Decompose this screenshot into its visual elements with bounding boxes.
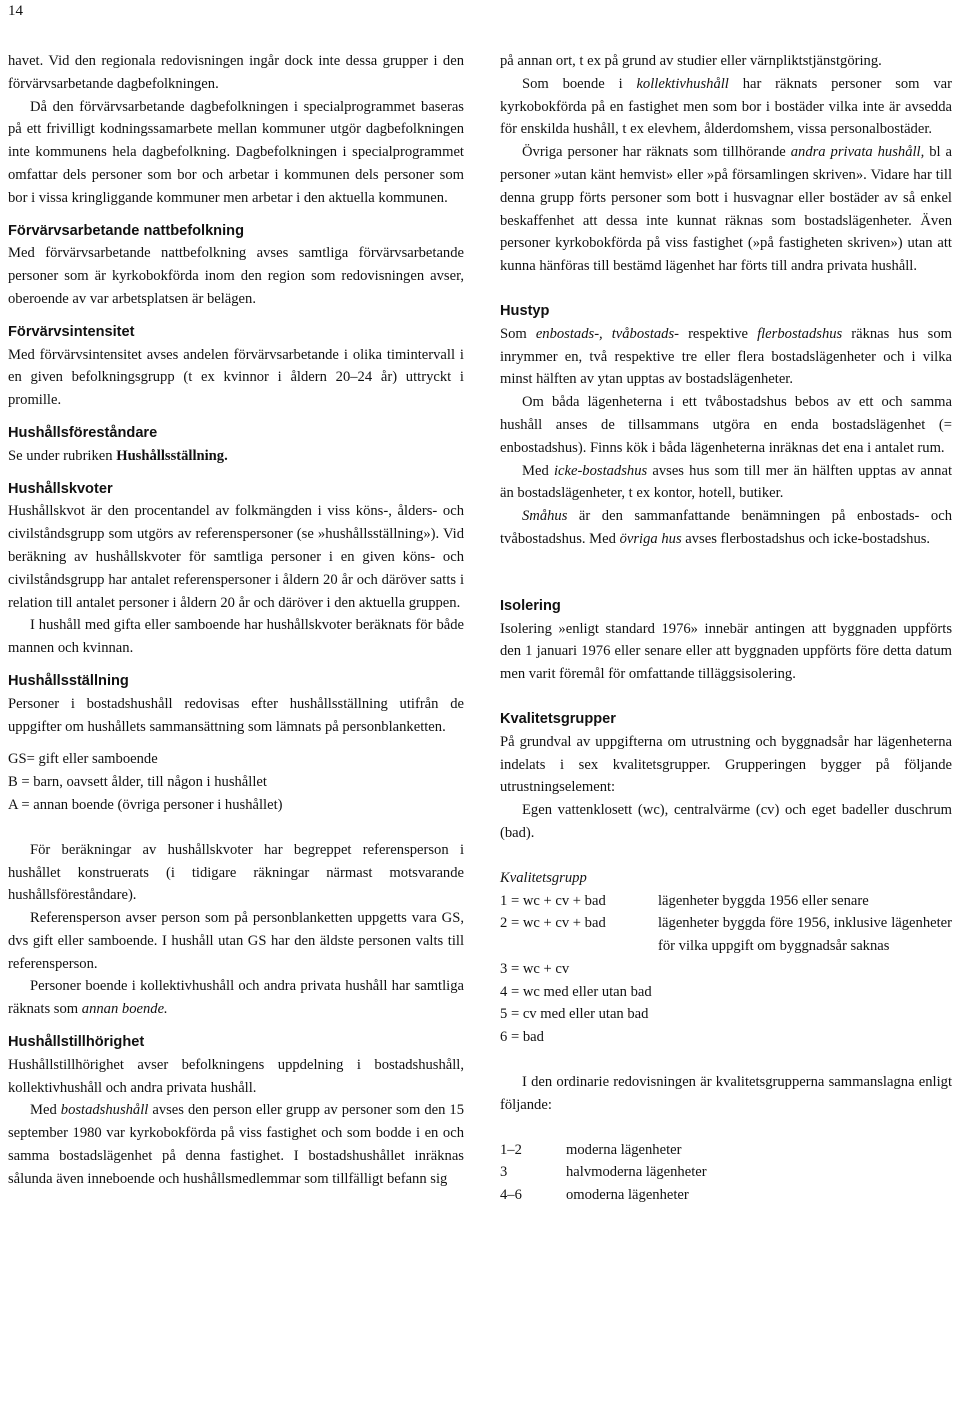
paragraph bbox=[8, 975, 464, 1021]
paragraph: Hushållstillhörighet avser befolkningens uppdelning i bostadshushåll, kollektivhushåll och andra privata hushåll. bbox=[8, 1056, 464, 1096]
section-heading: Hushållsställning bbox=[8, 672, 129, 689]
emphasis: enbostads-, tvåbostads- bbox=[535, 325, 680, 342]
cross-reference: Hushållsställning. bbox=[116, 447, 228, 464]
definition-item: B = barn, oavsett ålder, till någon i hushållet bbox=[8, 774, 267, 791]
left-column bbox=[8, 50, 464, 1191]
emphasis: Småhus bbox=[522, 508, 568, 525]
text: Med bbox=[522, 462, 554, 479]
summary-table bbox=[500, 1139, 952, 1207]
list-item: 4 = wc med eller utan bad bbox=[500, 983, 652, 1000]
table-key: 3 bbox=[500, 1164, 508, 1181]
definition-item: A = annan boende (övriga personer i hushållet) bbox=[8, 796, 283, 813]
paragraph bbox=[500, 73, 952, 141]
text: är den sammanfattande benämningen på enbostads- och tvåbostadshus. Med bbox=[500, 508, 952, 547]
paragraph: Med förvärvsarbetande nattbefolkning avses samtliga förvärvsarbetande personer som är kyrkobokförda inom den region som redovisningen avser, oberoende av var arbetsplatsen är belägen. bbox=[8, 245, 464, 307]
paragraph: På grundval av uppgifterna om utrustning och byggnadsår har lägenheterna indelats i sex kvalitetsgrupper. Grupperingen bygger på följande utrustningselement: bbox=[500, 733, 952, 796]
emphasis: övriga hus bbox=[619, 530, 682, 547]
text: Övriga personer har räknats som tillhörande bbox=[522, 144, 791, 161]
list-item: 3 = wc + cv bbox=[500, 960, 570, 977]
table-value: halvmoderna lägenheter bbox=[566, 1164, 707, 1181]
emphasis: annan boende. bbox=[81, 1001, 168, 1018]
paragraph bbox=[500, 460, 952, 506]
text: Som boende i bbox=[522, 75, 637, 92]
table-key: 2 = wc + cv + bad bbox=[500, 915, 606, 932]
section-heading: Kvalitetsgrupper bbox=[500, 710, 616, 727]
paragraph bbox=[8, 445, 464, 468]
paragraph: Egen vattenklosett (wc), centralvärme (cv) och eget badeller duschrum (bad). bbox=[500, 802, 952, 841]
paragraph: Då den förvärvsarbetande dagbefolkningen i specialprogrammet baseras på ett frivilligt kodningssamarbete mellan kommuner utgör dagbefolkningen inte kommunens hela dagbefolkning. Dagbefolkningen i specialprogrammet omfattar dels personer som bor och arbetar i kommunen dels personer som bor i vissa kringliggande kommuner men arbetar i den aktuella kommunen. bbox=[8, 98, 464, 206]
text: avses den person eller grupp av personer som den 15 september 1980 var kyrkobokförda på viss fastighet och som bodde i en och samma bostadslägenhet på denna fastighet. I bostadshushållet inräknas sålunda även inneboende och hushållsmedlemmar som tillfälligt befann sig bbox=[8, 1102, 464, 1187]
paragraph: Om båda lägenheterna i ett tvåbostadshus bebos av ett och samma hushåll anses de tillsammans utgöra en enda bostadslägenhet (= enbostadshus). Finns kök i båda lägenheterna inräknas det ena i antalet rum. bbox=[500, 394, 952, 456]
paragraph: Med förvärvsintensitet avses andelen förvärvsarbetande i olika timintervall i en given befolkningsgrupp (t ex kvinnor i åldern 20–24 år) uttryckt i promille. bbox=[8, 346, 464, 409]
text: Se under rubriken bbox=[8, 447, 117, 464]
text: Med bbox=[30, 1102, 61, 1119]
paragraph: havet. Vid den regionala redovisningen ingår dock inte dessa grupper i den förvärvsarbetande dagbefolkningen. bbox=[8, 53, 464, 92]
paragraph: I den ordinarie redovisningen är kvalitetsgrupperna sammanslagna enligt följande: bbox=[500, 1074, 952, 1113]
table-key: 1 = wc + cv + bad bbox=[500, 892, 606, 909]
paragraph: Personer i bostadshushåll redovisas efter hushållsställning utifrån de uppgifter om hushållets sammansättning som lämnats på personblanketten. bbox=[8, 695, 464, 735]
table-key: 1–2 bbox=[500, 1141, 522, 1158]
list-item: 5 = cv med eller utan bad bbox=[500, 1006, 649, 1023]
text: räknas hus som inrymmer en, två respektive tre eller flera bostadslägenheter och i vilka minst hälften av ytan upptas av bostadslägenheter. bbox=[500, 325, 953, 388]
section-heading: Hushållstillhörighet bbox=[8, 1034, 145, 1051]
section-heading: Isolering bbox=[500, 597, 561, 614]
text: bl a personer »utan känt hemvist» eller »på församlingen skriven». Vidare har till denna grupp förts personer som bott i husvagnar eller bostäder av så enkel beskaffenhet att dessa inte kunnat räknas som bostadslägenheter. Även personer kyrkobokförda på viss fastighet (»på fastigheten skriven») utan att kunna hänföras till bestämd lägenhet har förts till andra privata hushåll. bbox=[500, 144, 952, 275]
paragraph: Hushållskvot är den procentandel av folkmängden i viss köns-, ålders- och civilståndsgrupp som utgörs av referenspersoner (se »hushållsställning»). Vid beräkning av hushållskvoter för samtliga personer i en given köns- och civilståndsgrupp har antalet referenspersoner i åldern 20 år och däröver satts i relation till antalet personer i åldern 20 år och däröver i den aktuella gruppen. bbox=[8, 503, 464, 611]
text: avses hus som till mer än hälften upptas av annat än bostadslägenheter, t ex kontor, hotell, butiker. bbox=[500, 462, 953, 502]
table-value: lägenheter byggda före 1956, inklusive lägenheter för vilka uppgift om byggnadsår saknas bbox=[658, 915, 952, 955]
table-value: omoderna lägenheter bbox=[566, 1187, 689, 1204]
right-column bbox=[500, 50, 952, 1207]
paragraph: Referensperson avser person som på personblanketten uppgetts vara GS, dvs gift eller samboende. I hushåll utan GS har den äldste personen valts till referensperson. bbox=[8, 910, 464, 972]
definition-item: GS= gift eller samboende bbox=[8, 751, 158, 768]
emphasis: Kvalitetsgrupp bbox=[500, 869, 587, 886]
text: har räknats personer som var kyrkobokförda på en fastighet men som bor i bostäder vilka inte är avsedda för enskilda hushåll, t ex elevhem, ålderdomshem, vissa personalbostäder. bbox=[500, 75, 952, 138]
paragraph bbox=[500, 141, 952, 278]
section-heading: Hustyp bbox=[500, 302, 550, 319]
table-title bbox=[500, 867, 952, 890]
quality-group-table bbox=[500, 890, 952, 958]
text: Personer boende i kollektivhushåll och andra privata hushåll har samtliga räknats som bbox=[8, 978, 464, 1018]
text: respektive bbox=[679, 325, 758, 342]
paragraph: För beräkningar av hushållskvoter har begreppet referensperson i hushållet konstruerats (i tidigare räkningar närmast motsvarande hushållsföreståndare). bbox=[8, 841, 464, 904]
emphasis: andra privata hushåll, bbox=[790, 144, 925, 161]
definition-list bbox=[8, 748, 464, 816]
emphasis: flerbostadshus bbox=[757, 325, 843, 342]
paragraph: I hushåll med gifta eller samboende har hushållskvoter beräknats för både mannen och kvinnan. bbox=[8, 617, 464, 657]
paragraph bbox=[500, 323, 952, 391]
emphasis: icke-bostadshus bbox=[553, 462, 648, 479]
text: Som bbox=[500, 325, 536, 342]
table-key: 4–6 bbox=[500, 1187, 522, 1204]
paragraph bbox=[8, 1099, 464, 1190]
section-heading: Hushållskvoter bbox=[8, 480, 113, 497]
table-value: lägenheter byggda 1956 eller senare bbox=[658, 892, 869, 909]
paragraph bbox=[500, 505, 952, 551]
page-number: 14 bbox=[8, 3, 23, 19]
paragraph: på annan ort, t ex på grund av studier eller värnpliktstjänstgöring. bbox=[500, 53, 882, 69]
text: avses flerbostadshus och icke-bostadshus. bbox=[681, 530, 931, 547]
list-item: 6 = bad bbox=[500, 1029, 544, 1046]
paragraph: Isolering »enligt standard 1976» innebär antingen att byggnaden uppförts den 1 januari 1976 eller senare eller att byggnaden uppförts före detta datum men varit föremål för omfattande tilläggsisolering. bbox=[500, 620, 952, 683]
emphasis: kollektivhushåll bbox=[636, 75, 729, 92]
section-heading: Förvärvsintensitet bbox=[8, 323, 135, 340]
section-heading: Hushållsföreståndare bbox=[8, 424, 158, 441]
section-heading: Förvärvsarbetande nattbefolkning bbox=[8, 222, 244, 239]
emphasis: bostadshushåll bbox=[60, 1102, 149, 1119]
table-value: moderna lägenheter bbox=[566, 1141, 682, 1158]
